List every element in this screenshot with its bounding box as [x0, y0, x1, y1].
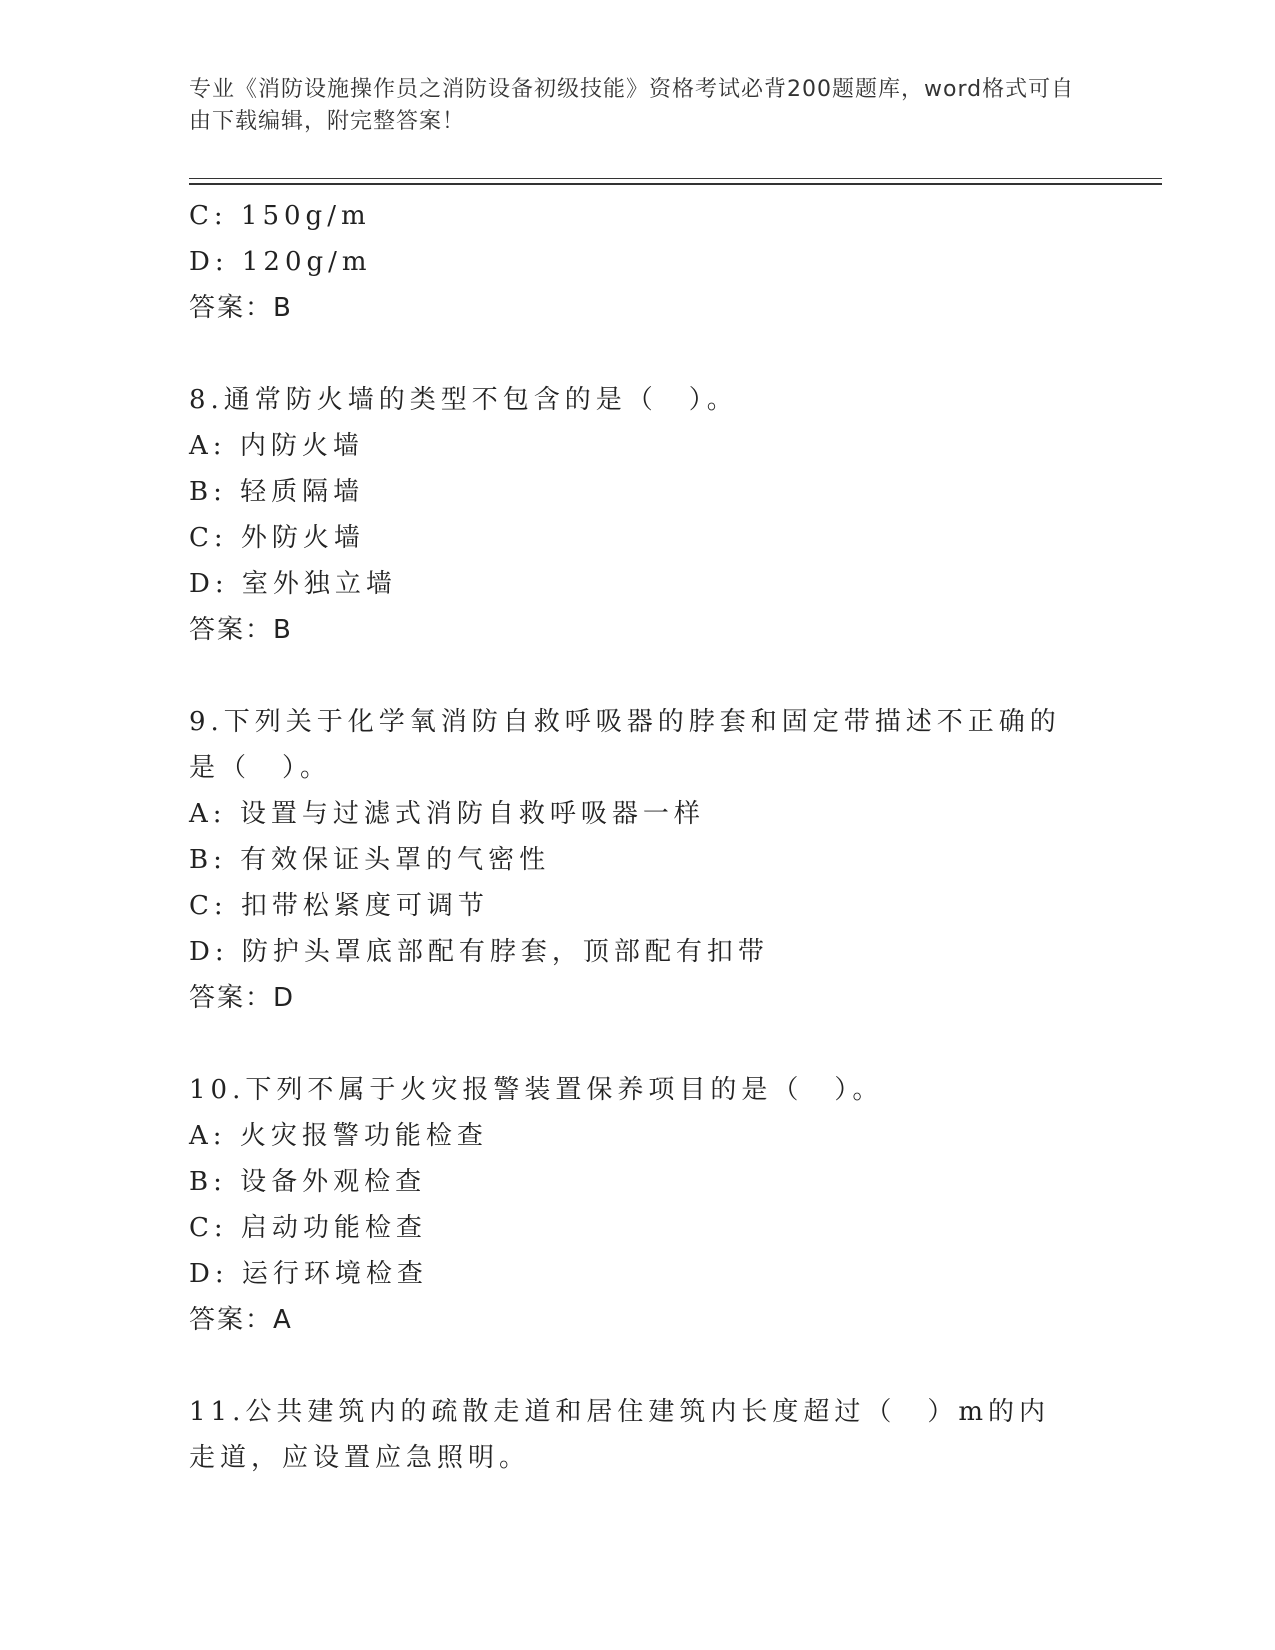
question-list: [189, 193, 1069, 1481]
option-label: D:: [189, 937, 229, 967]
option-label: D:: [189, 1259, 229, 1289]
option-b: [189, 837, 1069, 883]
option-text: 内防火墙: [239, 431, 364, 461]
option-text: 150g/m: [240, 201, 371, 231]
question-11: [189, 1389, 1069, 1481]
answer: 答案：B: [189, 293, 293, 323]
question-stem: 11.公共建筑内的疏散走道和居住建筑内长度超过（ ）m的内走道，应设置应急照明。: [189, 1397, 1051, 1473]
option-text: 设备外观检查: [240, 1167, 427, 1197]
option-label: D:: [189, 569, 229, 599]
option-c: [189, 515, 1069, 561]
option-d: [189, 929, 1069, 975]
option-text: 有效保证头罩的气密性: [240, 845, 551, 875]
document-header: [189, 74, 1089, 138]
question-8: [189, 377, 1069, 653]
option-label: C:: [189, 201, 228, 231]
question-stem: 10.下列不属于火灾报警装置保养项目的是（ ）。: [189, 1075, 884, 1105]
option-text: 轻质隔墙: [240, 477, 365, 507]
question-10: [189, 1067, 1069, 1343]
option-b: [189, 469, 1069, 515]
option-text: 防护头罩底部配有脖套，顶部配有扣带: [241, 937, 769, 967]
question-9: [189, 699, 1069, 1021]
option-label: C:: [189, 523, 228, 553]
option-text: 外防火墙: [240, 523, 365, 553]
option-label: D:: [189, 247, 229, 277]
question-stem: 8.通常防火墙的类型不包含的是（ ）。: [189, 385, 738, 415]
option-d: [189, 561, 1069, 607]
option-a: [189, 1113, 1069, 1159]
answer: 答案：D: [189, 983, 296, 1013]
option-label: A:: [189, 431, 227, 461]
option-text: 启动功能检查: [240, 1213, 427, 1243]
option-text: 火灾报警功能检查: [239, 1121, 488, 1151]
option-label: B:: [189, 845, 227, 875]
option-label: C:: [189, 891, 228, 921]
header-rule-thin: [189, 178, 1162, 179]
option-c: [189, 883, 1069, 929]
option-d: [189, 1251, 1069, 1297]
option-a: [189, 791, 1069, 837]
answer: 答案：A: [189, 1305, 293, 1335]
header-rule-thick: [189, 183, 1162, 185]
option-label: A:: [189, 799, 227, 829]
option-text: 设置与过滤式消防自救呼吸器一样: [239, 799, 705, 829]
option-label: A:: [189, 1121, 227, 1151]
question-fragment: [189, 193, 1069, 331]
option-d: [189, 239, 1069, 285]
option-label: C:: [189, 1213, 228, 1243]
header-text: 专业《消防设施操作员之消防设备初级技能》资格考试必背200题题库，word格式可自由下载编辑，附完整答案！: [189, 77, 1075, 134]
option-b: [189, 1159, 1069, 1205]
answer: 答案：B: [189, 615, 293, 645]
option-text: 扣带松紧度可调节: [240, 891, 489, 921]
option-c: [189, 1205, 1069, 1251]
option-text: 120g/m: [241, 247, 372, 277]
option-a: [189, 423, 1069, 469]
option-c: [189, 193, 1069, 239]
option-label: B:: [189, 477, 227, 507]
option-text: 运行环境检查: [241, 1259, 428, 1289]
option-label: B:: [189, 1167, 227, 1197]
option-text: 室外独立墙: [241, 569, 397, 599]
question-stem: 9.下列关于化学氧消防自救呼吸器的脖套和固定带描述不正确的是（ ）。: [189, 707, 1061, 783]
